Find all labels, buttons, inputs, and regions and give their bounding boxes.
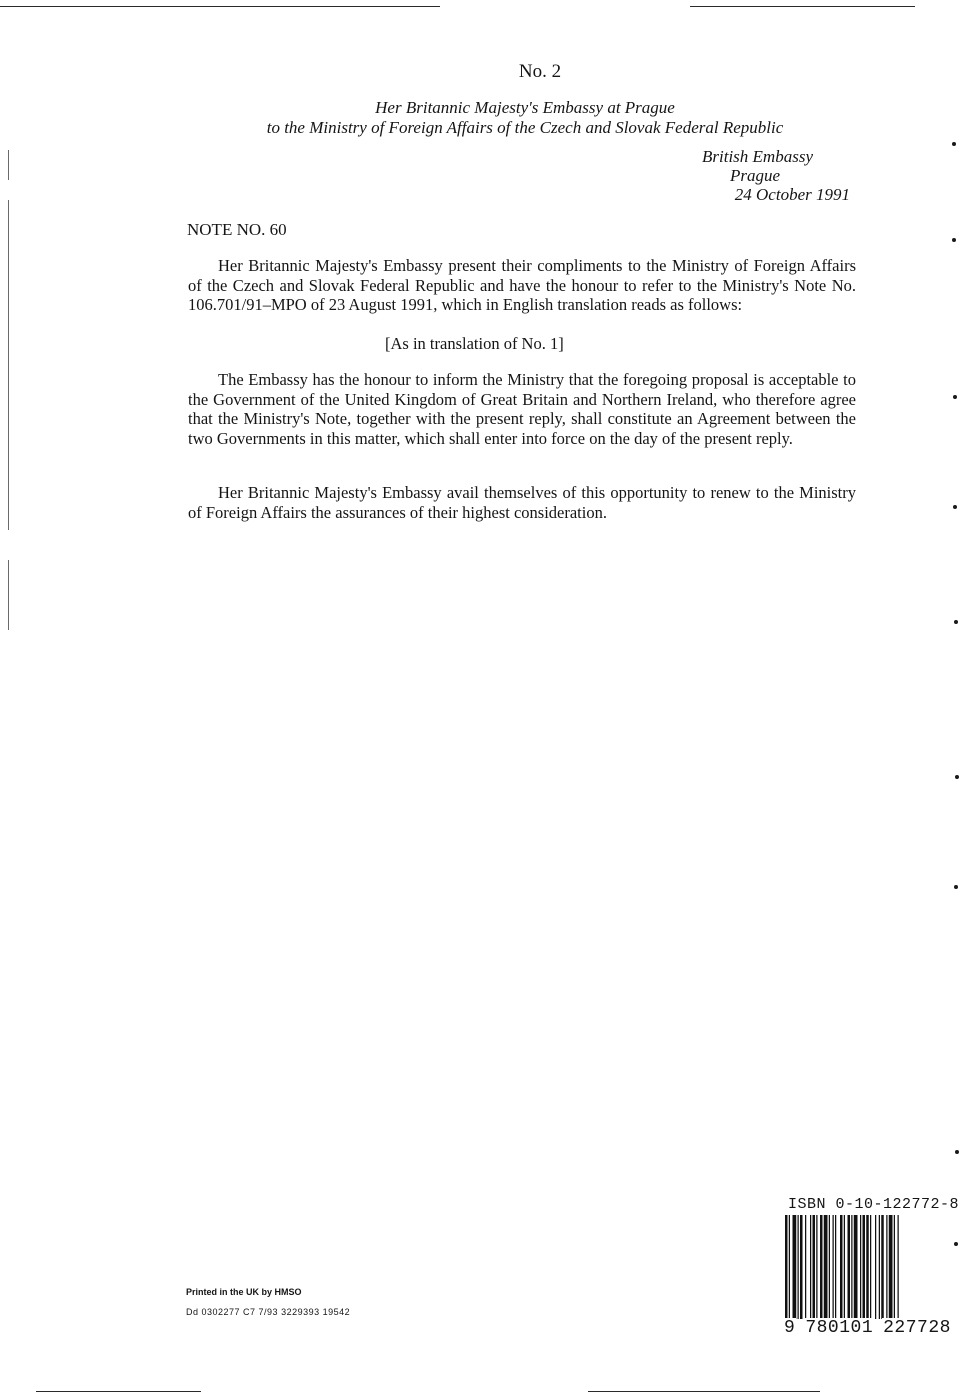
scan-rule-bottom-right — [588, 1391, 820, 1392]
barcode-bar — [789, 1215, 790, 1335]
barcode-bar — [805, 1215, 806, 1319]
scan-mark — [955, 1150, 959, 1154]
scan-mark — [952, 142, 956, 146]
paragraph-agreement-text: The Embassy has the honour to inform the Ministry that the foregoing proposal is acceptable to the Government of the United Kingdom of Great Britain and Northern Ireland, who therefore agree that the Ministry's Note, together with the present reply, shall constitute an Agreement between the two Governments in this matter, which shall enter into force on the day of the present reply. — [188, 370, 856, 448]
scan-edge-line — [8, 560, 9, 630]
dateline-date: 24 October 1991 — [734, 185, 850, 204]
barcode-bar — [844, 1215, 845, 1335]
barcode-bar — [860, 1215, 861, 1319]
printer-codes: Dd 0302277 C7 7/93 3229393 19542 — [186, 1307, 351, 1317]
barcode-bar — [833, 1215, 834, 1319]
barcode-bar — [894, 1215, 895, 1319]
barcode-bar — [866, 1215, 869, 1319]
barcode-bar — [820, 1215, 823, 1319]
barcode-bar — [889, 1215, 893, 1319]
barcode-bar — [886, 1215, 887, 1319]
scan-edge-line — [8, 150, 9, 180]
barcode-bar — [870, 1215, 871, 1319]
barcode-bar — [840, 1215, 843, 1319]
dateline-sender: British Embassy — [702, 147, 813, 166]
barcode-digit-first: 9 — [784, 1318, 796, 1338]
barcode-digit-group2: 227728 — [883, 1318, 951, 1338]
heading-sender: Her Britannic Majesty's Embassy at Prague — [375, 98, 675, 117]
scan-rule-top-right — [690, 6, 915, 7]
barcode-bar — [835, 1215, 836, 1319]
barcode-bar — [813, 1215, 816, 1319]
barcode-digit-group1: 780101 — [805, 1318, 874, 1338]
scan-mark — [953, 395, 957, 399]
barcode-bar — [879, 1215, 880, 1319]
paragraph-closing — [188, 483, 856, 522]
scan-rule-top-left — [0, 6, 440, 7]
heading-recipient: to the Ministry of Foreign Affairs of the Czech and Slovak Federal Republic — [266, 118, 784, 137]
barcode-bar — [829, 1215, 830, 1319]
scan-rule-bottom-left — [36, 1391, 201, 1392]
barcode-bar — [898, 1215, 899, 1335]
barcode-bar — [810, 1215, 811, 1319]
scan-mark — [952, 238, 956, 242]
barcode-bar — [800, 1215, 803, 1319]
barcode-bar — [854, 1215, 858, 1319]
scan-mark — [954, 1242, 958, 1246]
paragraph-reference-text: Her Britannic Majesty's Embassy present their compliments to the Ministry of Foreign Affairs of the Czech and Slovak Federal Republic and have the honour to refer to the Ministry's Note No. 106.701/91–MPO of 23 August 1991, which in English translation reads as follows: — [188, 256, 856, 314]
paragraph-agreement — [188, 370, 856, 448]
paragraph-closing-text: Her Britannic Majesty's Embassy avail themselves of this opportunity to renew to the Ministry of Foreign Affairs the assurances of their highest consideration. — [188, 483, 856, 522]
barcode-digits — [783, 1318, 951, 1338]
barcode-bar — [863, 1215, 866, 1319]
isbn-barcode — [783, 1215, 943, 1335]
scan-mark — [953, 505, 957, 509]
barcode-bar — [798, 1215, 799, 1319]
paragraph-reference — [188, 256, 856, 315]
barcode-bar — [848, 1215, 851, 1319]
barcode-bar — [785, 1215, 788, 1335]
scan-mark — [955, 775, 959, 779]
scan-mark — [954, 620, 958, 624]
barcode-bar — [875, 1215, 876, 1319]
scan-mark — [954, 885, 958, 889]
barcode-bar — [824, 1215, 828, 1319]
page-number: No. 2 — [518, 61, 562, 82]
barcode-bar — [793, 1215, 797, 1319]
scan-edge-line — [8, 200, 9, 530]
dateline-city: Prague — [729, 166, 780, 185]
printer-imprint: Printed in the UK by HMSO — [186, 1287, 302, 1297]
barcode-bar — [881, 1215, 884, 1319]
translation-note: [As in translation of No. 1] — [385, 334, 564, 353]
isbn-label: ISBN 0-10-122772-8 — [788, 1196, 960, 1213]
barcode-bar — [816, 1215, 817, 1319]
barcode-bar — [851, 1215, 852, 1319]
note-number: NOTE NO. 60 — [187, 220, 287, 239]
